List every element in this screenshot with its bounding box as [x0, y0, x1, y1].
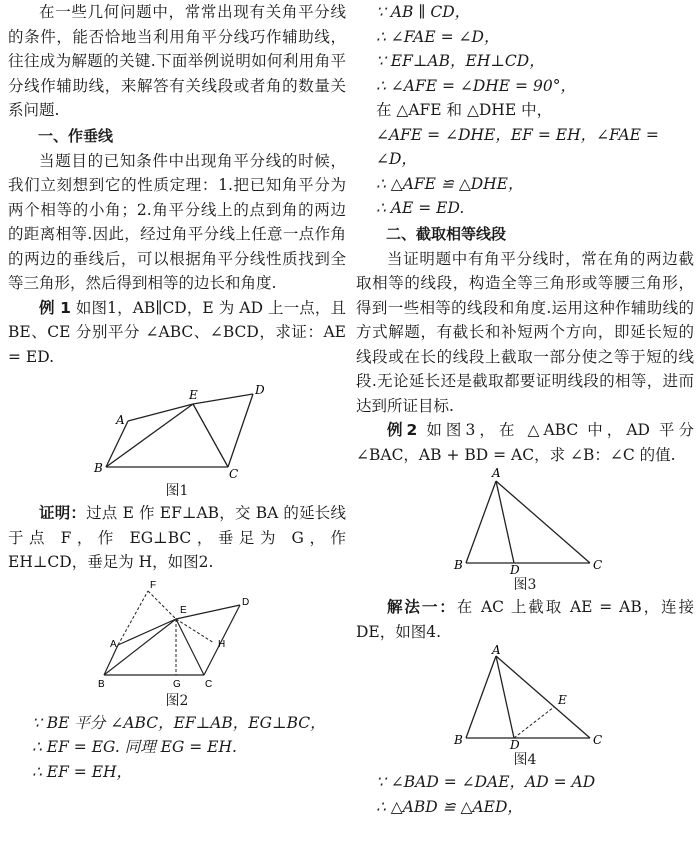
figure-4-diagram [356, 644, 694, 750]
section2-body: 当证明题中有角平分线时，常在角的两边截取相等的线段，构造全等三角形或等腰三角形，得到一些相等的线段和角度.运用这种作辅助线的方式解题，有截长和补短两个方向，即延长短的线段或在长的线段上截取一部分使之等于短的线段.无论延长还是截取都要证明线段的相等，进而达到所证目标. [356, 249, 694, 415]
fig4-label-e: E [558, 693, 567, 707]
fig3-line-ac [496, 481, 590, 563]
example2-label: 例2 [387, 421, 418, 439]
section1-heading: 一、作垂线 [38, 126, 114, 145]
figure-1 [8, 369, 346, 481]
example2-text: 如图3，在 △ABC 中，AD 平分 ∠BAC，AB + BD = AC，求 ∠B：∠C 的值. [356, 421, 694, 464]
fig2-label-h: H [218, 638, 226, 650]
left-step-3: ∴ EF = EH， [32, 762, 133, 781]
fig4-label-d: D [510, 738, 520, 750]
fig2-label-f: F [150, 579, 157, 591]
left-column [8, 0, 346, 784]
left-step-2: ∴ EF = EG. 同理 EG = EH. [32, 738, 237, 756]
right-step-8: ∴ AE = ED. [376, 199, 465, 217]
fig1-label-c: C [229, 467, 239, 481]
right-step-2: ∴ ∠FAE = ∠D， [376, 27, 500, 46]
right-step-1: ∵ AB ∥ CD， [376, 3, 471, 21]
figure-3-diagram [356, 467, 694, 575]
solution-text: 在 AC 上截取 AE = AB，连接 DE，如图4. [356, 598, 694, 641]
fig2-label-g: G [173, 678, 181, 690]
solution-paragraph [356, 595, 694, 644]
section1-body: 当题目的已知条件中出现角平分线的时候，我们立刻想到它的性质定理：1.把已知角平分为两个相等的小角；2.角平分线上的点到角的两边的距离相等.因此，经过角平分线上任意一点作角的两边的垂线后，可以根据角平分线性质找到全等三角形，然后得到相等的边长和角度. [8, 151, 346, 292]
figure-2-diagram [8, 575, 346, 691]
fig2-label-e: E [180, 604, 187, 616]
intro-paragraph: 在一些几何问题中，常常出现有关角平分线的条件，能否恰地当利用角平分线巧作辅助线，往往成为解题的关键.下面举例说明如何利用角平分线作辅助线，来解答有关线段或者角的数量关系问题. [8, 3, 346, 119]
figure-1-diagram [8, 369, 346, 481]
proof-text: 过点 E 作 EF⊥AB，交 BA 的延长线于点 F，作 EG⊥BC，垂足为 G，作 EH⊥CD，垂足为 H，如图2. [8, 504, 346, 571]
fig1-line-ce [193, 404, 228, 467]
right-step-3: ∵ EF⊥AB，EH⊥CD， [376, 52, 545, 70]
example1-label: 例 1 [39, 298, 71, 317]
proof-label: 证明： [39, 504, 87, 522]
fig3-label-b: B [454, 558, 463, 572]
example1-text: 如图1，AB∥CD，E 为 AD 上一点，且 BE、CE 分别平分 ∠ABC、∠BCD，求证：AE = ED. [8, 298, 346, 366]
fig1-label-e: E [189, 388, 198, 402]
right-column [356, 0, 694, 819]
fig1-line-cd [228, 394, 253, 467]
right-step-5: 在 △AFE 和 △DHE 中， [376, 101, 553, 119]
fig4-label-a: A [492, 644, 501, 657]
figure-2-caption: 图2 [165, 692, 189, 709]
fig1-label-d: D [255, 383, 265, 397]
fig4-line-de [514, 707, 554, 738]
fig4-line-ad [496, 656, 514, 738]
fig1-label-a: A [116, 413, 125, 427]
figure-3 [356, 467, 694, 575]
fig3-label-c: C [593, 558, 603, 572]
example2 [356, 418, 694, 467]
fig3-label-a: A [492, 467, 501, 480]
right-step-6: ∠AFE = ∠DHE，EF = EH，∠FAE = ∠D， [376, 125, 659, 168]
fig1-line-ed [193, 394, 253, 404]
fig2-label-b: B [98, 678, 105, 690]
fig3-line-ad [496, 481, 514, 563]
fig2-label-c: C [205, 678, 213, 690]
fig3-line-ab [466, 481, 496, 563]
fig3-label-d: D [510, 563, 520, 575]
left-step-1: ∵ BE 平分 ∠ABC，EF⊥AB，EG⊥BC， [32, 713, 326, 732]
figure-4 [356, 644, 694, 750]
fig4-line-ac [496, 656, 590, 738]
fig1-label-b: B [94, 461, 103, 475]
fig4-label-c: C [593, 733, 603, 747]
solution-label: 解法一： [387, 598, 457, 616]
fig2-label-a: A [110, 638, 117, 650]
fig2-line-ef [148, 591, 176, 619]
right-step-7: ∴ △AFE ≌ △DHE， [376, 174, 524, 193]
fig1-line-ab [106, 421, 128, 467]
fig1-line-ae [128, 404, 193, 421]
fig2-label-d: D [242, 596, 250, 608]
figure-4-caption: 图4 [513, 752, 537, 768]
right-step-4: ∴ ∠AFE = ∠DHE = 90°， [376, 76, 576, 95]
example1 [8, 296, 346, 370]
figure-2 [8, 575, 346, 691]
figure-1-caption: 图1 [165, 483, 189, 499]
section2-heading: 二、截取相等线段 [386, 224, 507, 243]
proof-paragraph [8, 501, 346, 575]
right-final-step-2: ∴ △ABD ≌ △AED， [376, 797, 523, 816]
fig2-line-af-extension [118, 591, 148, 645]
figure-3-caption: 图3 [513, 577, 537, 593]
fig4-line-ab [466, 656, 496, 738]
right-final-step-1: ∵ ∠BAD = ∠DAE，AD = AD [376, 773, 596, 791]
fig4-label-b: B [454, 733, 463, 747]
